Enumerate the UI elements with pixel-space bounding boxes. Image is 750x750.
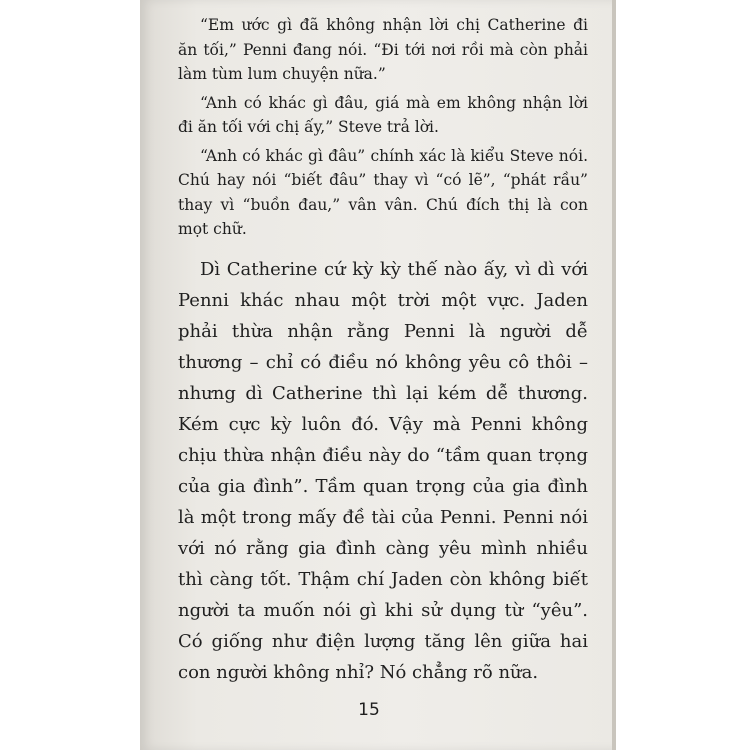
paragraph-2: “Anh có khác gì đâu, giá mà em không nhận lời đi ăn tối với chị ấy,” Steve trả lời. — [178, 93, 588, 136]
paragraph-4: Dì Catherine cứ kỳ kỳ thế nào ấy, vì dì với Penni khác nhau một trời một vực. Jaden phải thừa nhận rằng Penni là người dễ thương – chỉ có điều nó không yêu cô thôi – nhưng dì Catherine thì lại kém dễ thương. Kém cực kỳ luôn đó. Vậy mà Penni không chịu thừa nhận điều này do “tầm quan trọng của gia đình”. Tầm quan trọng của gia đình là một trong mấy đề tài của Penni. Penni nói với nó rằng gia đình càng yêu mình nhiều thì càng tốt. Thậm chí Jaden còn không biết người ta muốn nói gì khi sử dụng từ “yêu”. Có giống như điện lượng tăng lên giữa hai con người không nhỉ? Nó chẳng rõ nữa. — [178, 258, 588, 683]
paragraph-1: “Em ước gì đã không nhận lời chị Catherine đi ăn tối,” Penni đang nói. “Đi tới nơi rồi mà còn phải làm tùm lum chuyện nữa.” — [178, 16, 588, 83]
page-text — [178, 0, 588, 688]
paragraph-3: “Anh có khác gì đâu” chính xác là kiểu Steve nói. Chú hay nói “biết đâu” thay vì “có lẽ”, “phát rầu” thay vì “buồn đau,” vân vân. Chú đích thị là con mọt chữ. — [178, 146, 588, 238]
narrative-section — [178, 254, 588, 688]
page-edge — [612, 0, 616, 750]
page-number: 15 — [358, 700, 380, 720]
dialogue-section — [178, 0, 588, 242]
